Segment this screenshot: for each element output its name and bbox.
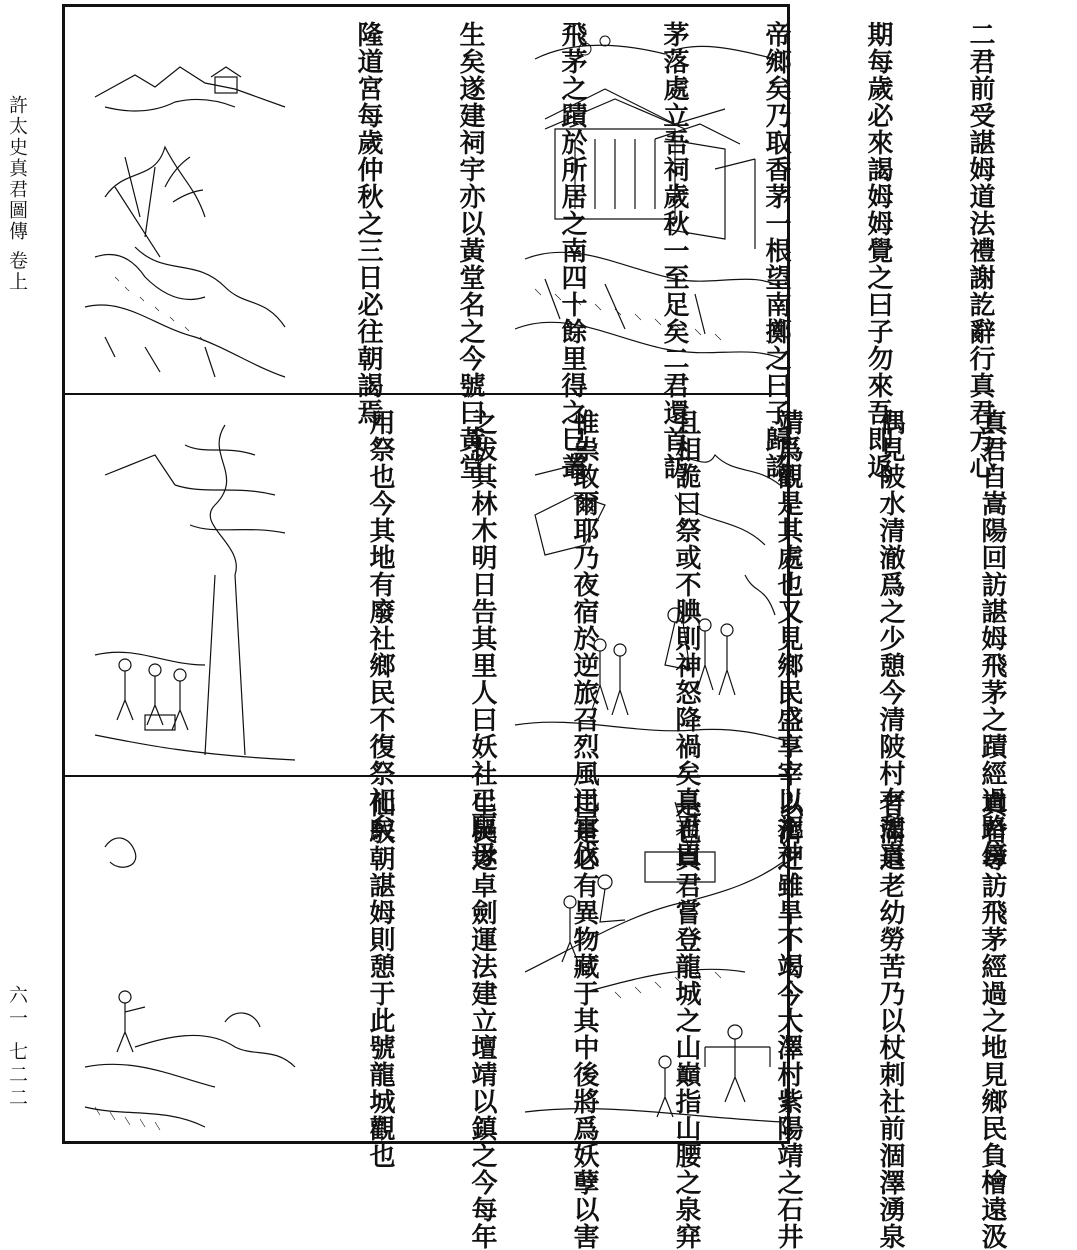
text-line: 真君尋訪飛茅經過之地見鄉民負檜遠汲	[977, 791, 1007, 1250]
panel-1-text	[283, 21, 1065, 480]
landscape-illustration-left	[85, 47, 285, 387]
text-line: 隆道宮每歲仲秋之三日必往朝謁焉	[353, 21, 383, 426]
panel-2	[65, 395, 1007, 868]
hillside-illustration	[85, 807, 295, 1137]
text-line: 惟祟敢爾耶乃夜宿於逆旅召烈風迅雷伐	[569, 409, 599, 868]
text-line: 用祭也今其地有廢社鄉民不復祭祀矣	[365, 409, 395, 841]
panel-1	[65, 7, 995, 480]
text-line: 真君自嵩陽回訪諶姆飛茅之蹟經過路傍	[977, 409, 1007, 868]
page-frame	[62, 4, 1007, 1250]
text-line: 生民遂卓劍運法建立壇靖以鎮之今每年	[467, 791, 497, 1250]
panel-3	[65, 777, 1007, 1250]
text-line: 偶見陂水清澈爲之少憩今清陂村有憩真	[875, 409, 905, 868]
text-line: 二君前受諶姆道法禮謝訖辭行真君方心	[965, 21, 995, 480]
text-line: 靖爲觀是其處也又見鄉民盛享宰以祀神	[773, 409, 803, 868]
text-line: 期每歲必來謁姆姆覺之曰子勿來吾即返	[863, 21, 893, 480]
text-line: 帝鄉矣乃取香茅一根望南擲之曰子歸認	[761, 21, 791, 480]
page-number: 六一 七二二	[6, 985, 28, 1111]
text-line: 曰是必有異物藏于其中後將爲妖孽以害	[569, 791, 599, 1250]
text-line: 仙馭朝諶姆則憩于此號龍城觀也	[365, 791, 395, 1169]
text-line: 是也真君嘗登龍城之山巔指山腰之泉穽	[671, 791, 701, 1250]
text-line: 之拔其林木明日告其里人曰妖社已驅毋	[467, 409, 497, 868]
tree-and-figures-illustration	[95, 415, 295, 765]
text-line: 以濟之雖旱不竭今大澤村紫陽靖之石井	[773, 791, 803, 1250]
panel-2-text	[295, 409, 1077, 868]
text-line: 者滿道老幼勞苦乃以杖刺社前涸澤湧泉	[875, 791, 905, 1250]
text-line: 生矣遂建祠宇亦以黃堂名之今號曰黃堂	[455, 21, 485, 480]
panel-3-text	[295, 791, 1077, 1250]
text-line: 茅落處立吾祠歲秋一至足矣二君還首訪	[659, 21, 689, 480]
text-line: 且相詭曰祭或不腆則神怒降禍矣真君曰	[671, 409, 701, 868]
side-header-title: 許太史真君圖傳 卷上	[6, 95, 28, 293]
text-line: 飛茅之蹟於所居之南四十餘里得之巳叢	[557, 21, 587, 480]
